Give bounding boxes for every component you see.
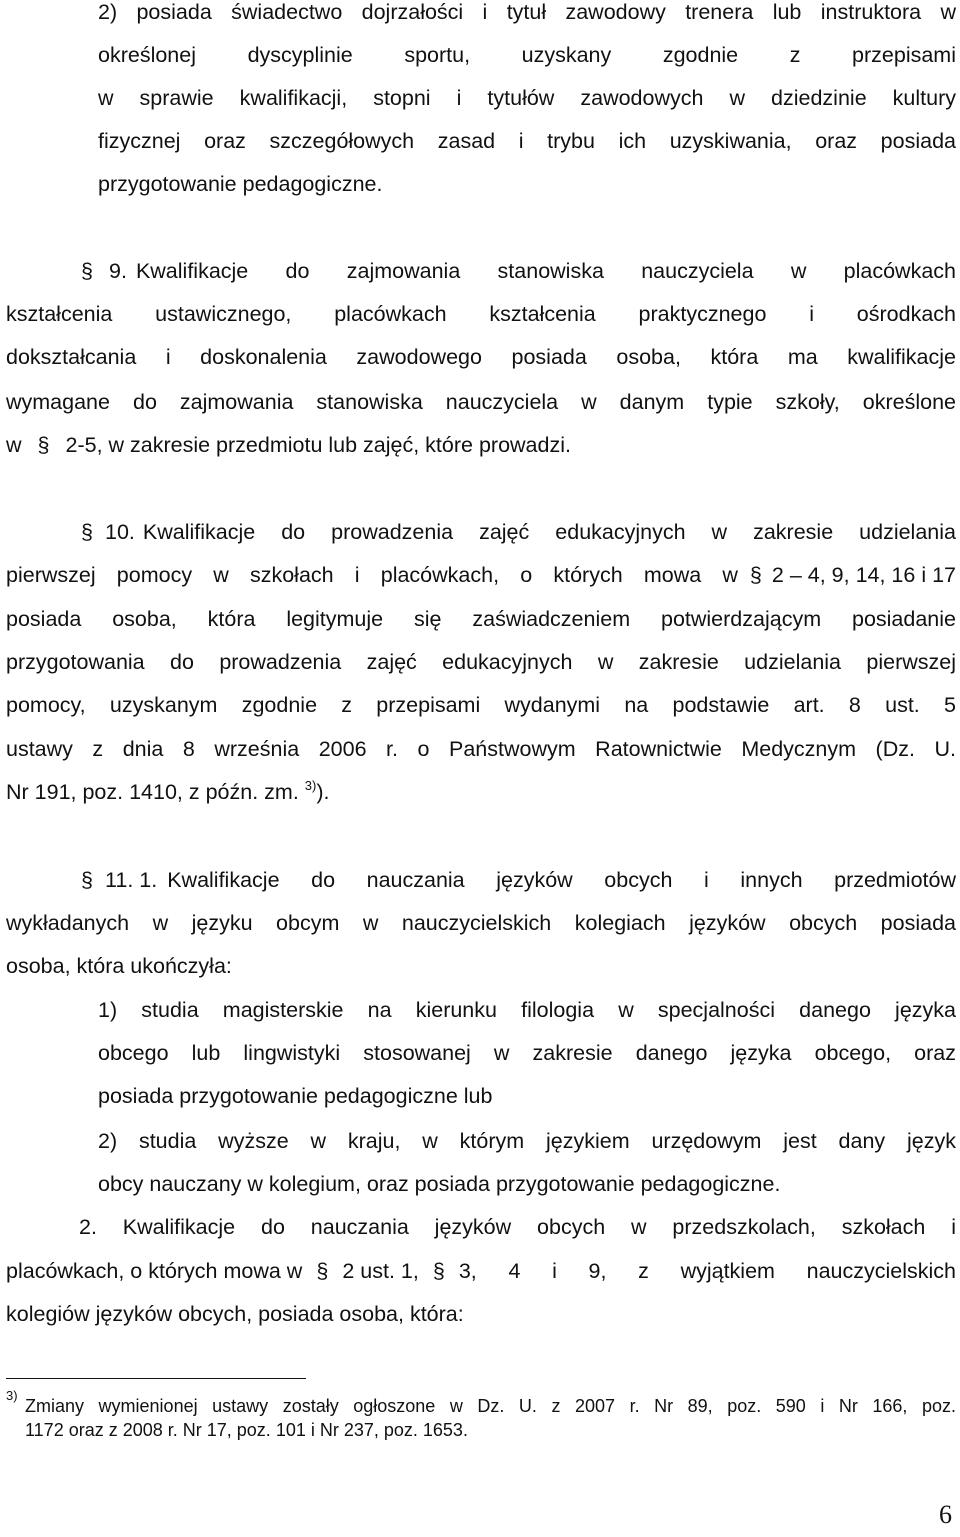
par11-item1-line-3: posiada przygotowanie pedagogiczne lub bbox=[98, 1084, 493, 1108]
par11-point2-post: 3, 4 i 9, z wyjątkiem nauczycielskich bbox=[458, 1259, 956, 1283]
par9-last-pre: w bbox=[6, 433, 22, 457]
block1-line-5: przygotowanie pedagogiczne. bbox=[98, 172, 383, 196]
par11-item2-line-2: obcy nauczany w kolegium, oraz posiada przygotowanie pedagogiczne. bbox=[98, 1172, 781, 1196]
block1-line-1: 2) posiada świadectwo dojrzałości i tytuł zawodowy trenera lub instruktora w bbox=[98, 0, 956, 24]
par11-line-1 bbox=[79, 865, 956, 895]
par11-point2-mid: 2 ust. 1, bbox=[342, 1259, 419, 1283]
section-symbol: § bbox=[81, 520, 93, 544]
par10-last-pre: Nr 191, poz. 1410, z późn. zm. bbox=[6, 780, 299, 804]
par10-last-post: ). bbox=[316, 780, 330, 804]
par10-line2-post: 2 – 4, 9, 14, 16 i 17 bbox=[771, 563, 956, 587]
footnote-separator bbox=[6, 1378, 306, 1379]
par9-line-4: wymagane do zajmowania stanowiska nauczyciela w danym typie szkoły, określone bbox=[6, 390, 956, 414]
par9-number: 9. bbox=[109, 259, 127, 283]
par9-line-5 bbox=[6, 430, 571, 460]
par11-item2-line-1: 2) studia wyższe w kraju, w którym językiem urzędowym jest dany język bbox=[98, 1129, 956, 1153]
par11-line-2: wykładanych w języku obcym w nauczycielskich kolegiach języków obcych posiada bbox=[6, 911, 956, 935]
block1-line-3: w sprawie kwalifikacji, stopni i tytułów zawodowych w dziedzinie kultury bbox=[98, 86, 956, 110]
par10-line-1 bbox=[79, 517, 956, 547]
par11-point2-line-2 bbox=[6, 1256, 956, 1286]
par11-point2-pre: placówkach, o których mowa w bbox=[6, 1259, 303, 1283]
footnote-line-1: Zmiany wymienionej ustawy zostały ogłoszone w Dz. U. z 2007 r. Nr 89, poz. 590 i Nr 166, poz. bbox=[25, 1396, 956, 1416]
par10-line-6: ustawy z dnia 8 września 2006 r. o Państwowym Ratownictwie Medycznym (Dz. U. bbox=[6, 737, 956, 761]
par10-line-7 bbox=[6, 777, 329, 807]
block1-line-4: fizycznej oraz szczegółowych zasad i trybu ich uzyskiwania, oraz posiada bbox=[98, 129, 956, 153]
par9-line-3: dokształcania i doskonalenia zawodowego posiada osoba, która ma kwalifikacje bbox=[6, 345, 956, 369]
par11-number: 11. 1. bbox=[105, 868, 158, 892]
par10-line-2 bbox=[6, 560, 956, 590]
section-symbol: § bbox=[316, 1259, 329, 1283]
par10-number: 10. bbox=[105, 520, 135, 544]
par10-first-text: Kwalifikacje do prowadzenia zajęć edukacyjnych w zakresie udzielania bbox=[142, 520, 956, 544]
par10-line-3: posiada osoba, która legitymuje się zaświadczeniem potwierdzającym posiadanie bbox=[6, 607, 956, 631]
section-symbol: § bbox=[81, 259, 93, 283]
page-number: 6 bbox=[939, 1500, 952, 1529]
footnote-mark: 3) bbox=[6, 1388, 18, 1403]
footnote-reference: 3) bbox=[304, 778, 317, 793]
section-symbol: § bbox=[432, 1259, 445, 1283]
par11-item1-line-2: obcego lub lingwistyki stosowanej w zakresie danego języka obcego, oraz bbox=[98, 1041, 956, 1065]
par9-first-text: Kwalifikacje do zajmowania stanowiska nauczyciela w placówkach bbox=[135, 259, 956, 283]
par11-line-3: osoba, która ukończyła: bbox=[6, 954, 232, 978]
footnote-line-2: 1172 oraz z 2008 r. Nr 17, poz. 101 i Nr 237, poz. 1653. bbox=[25, 1420, 468, 1440]
par10-line2-pre: pierwszej pomocy w szkołach i placówkach, o których mowa w bbox=[6, 563, 738, 587]
par11-point2-line-1: 2. Kwalifikacje do nauczania języków obcych w przedszkolach, szkołach i bbox=[79, 1215, 956, 1239]
par11-point2-line-3: kolegiów języków obcych, posiada osoba, która: bbox=[6, 1302, 464, 1326]
par11-item1-line-1: 1) studia magisterskie na kierunku filologia w specjalności danego języka bbox=[98, 998, 956, 1022]
section-symbol: § bbox=[749, 563, 762, 587]
section-symbol: § bbox=[81, 868, 93, 892]
par9-line-1 bbox=[79, 256, 956, 286]
par11-first-text: Kwalifikacje do nauczania języków obcych i innych przedmiotów bbox=[167, 868, 956, 892]
par9-line-2: kształcenia ustawicznego, placówkach kształcenia praktycznego i ośrodkach bbox=[6, 302, 956, 326]
par9-last-post: 2-5, w zakresie przedmiotu lub zajęć, które prowadzi. bbox=[65, 433, 571, 457]
section-symbol: § bbox=[37, 433, 50, 457]
par10-line-5: pomocy, uzyskanym zgodnie z przepisami wydanymi na podstawie art. 8 ust. 5 bbox=[6, 693, 956, 717]
par10-line-4: przygotowania do prowadzenia zajęć edukacyjnych w zakresie udzielania pierwszej bbox=[6, 650, 956, 674]
block1-line-2: określonej dyscyplinie sportu, uzyskany zgodnie z przepisami bbox=[98, 43, 956, 67]
